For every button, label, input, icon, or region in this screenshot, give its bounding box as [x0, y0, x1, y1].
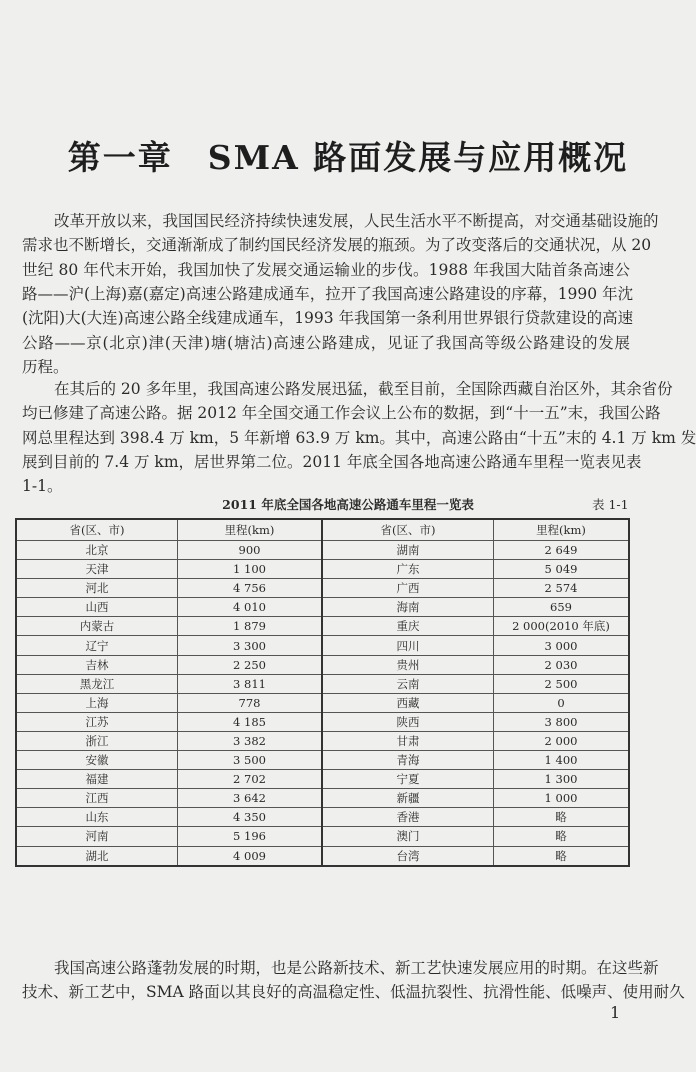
- province-cell: 湖北: [16, 846, 178, 866]
- header-mileage: 里程(km): [178, 519, 323, 541]
- text-line: (沈阳)大(大连)高速公路全线建成通车，1993 年我国第一条利用世界银行贷款建设的高速: [22, 309, 634, 328]
- text-line: 我国高速公路蓬勃发展的时期，也是公路新技术、新工艺快速发展应用的时期。在这些新: [54, 959, 659, 977]
- province-cell: 四川: [322, 636, 494, 655]
- mileage-cell: 4 010: [178, 598, 323, 617]
- province-cell: 湖南: [322, 541, 494, 560]
- table-header-row: [16, 519, 629, 541]
- province-cell: 青海: [322, 751, 494, 770]
- mileage-cell: 1 300: [494, 770, 630, 789]
- mileage-cell: 4 756: [178, 579, 323, 598]
- province-cell: 天津: [16, 560, 178, 579]
- province-cell: 香港: [322, 808, 494, 827]
- province-cell: 澳门: [322, 827, 494, 846]
- header-province: 省(区、市): [16, 519, 178, 541]
- mileage-cell: 4 185: [178, 712, 323, 731]
- table-row: [16, 541, 629, 560]
- mileage-cell: 4 009: [178, 846, 323, 866]
- text-line: 路——沪(上海)嘉(嘉定)高速公路建成通车，拉开了我国高速公路建设的序幕，1990 年沈: [22, 284, 634, 303]
- table-row: [16, 617, 629, 636]
- text-line: 需求也不断增长，交通渐渐成了制约国民经济发展的瓶颈。为了改变落后的交通状况，从 20: [22, 236, 652, 255]
- text-line: 均已修建了高速公路。据 2012 年全国交通工作会议上公布的数据，到“十一五”末，我国公路: [22, 404, 661, 423]
- province-cell: 云南: [322, 674, 494, 693]
- table-row: [16, 808, 629, 827]
- province-cell: 吉林: [16, 655, 178, 674]
- mileage-cell: 2 574: [494, 579, 630, 598]
- table-row: [16, 636, 629, 655]
- table-row: [16, 712, 629, 731]
- page-number: 1: [610, 1003, 621, 1022]
- text-line: 网总里程达到 398.4 万 km，5 年新增 63.9 万 km。其中，高速公路由“十五”末的 4.1 万 km 发: [22, 428, 696, 447]
- mileage-cell: 3 382: [178, 731, 323, 750]
- table-row: [16, 770, 629, 789]
- province-cell: 陕西: [322, 712, 494, 731]
- text-line: 展到目前的 7.4 万 km，居世界第二位。2011 年底全国各地高速公路通车里程一览表见表: [22, 452, 642, 471]
- mileage-cell: 778: [178, 693, 323, 712]
- mileage-cell: 3 800: [494, 712, 630, 731]
- province-cell: 台湾: [322, 846, 494, 866]
- mileage-cell: 659: [494, 598, 630, 617]
- table-row: [16, 846, 629, 866]
- province-cell: 新疆: [322, 789, 494, 808]
- mileage-cell: 4 350: [178, 808, 323, 827]
- province-cell: 内蒙古: [16, 617, 178, 636]
- mileage-cell: 5 196: [178, 827, 323, 846]
- province-cell: 安徽: [16, 751, 178, 770]
- province-cell: 河南: [16, 827, 178, 846]
- table-row: [16, 655, 629, 674]
- table-row: [16, 560, 629, 579]
- province-cell: 江西: [16, 789, 178, 808]
- province-cell: 贵州: [322, 655, 494, 674]
- province-cell: 海南: [322, 598, 494, 617]
- province-cell: 河北: [16, 579, 178, 598]
- mileage-cell: 2 000(2010 年底): [494, 617, 630, 636]
- province-cell: 甘肃: [322, 731, 494, 750]
- text-line: 历程。: [22, 357, 69, 376]
- mileage-cell: 略: [494, 827, 630, 846]
- mileage-cell: 2 030: [494, 655, 630, 674]
- mileage-cell: 2 702: [178, 770, 323, 789]
- text-line: 改革开放以来，我国国民经济持续快速发展，人民生活水平不断提高，对交通基础设施的: [54, 212, 659, 230]
- province-cell: 北京: [16, 541, 178, 560]
- province-cell: 广西: [322, 579, 494, 598]
- chapter-title: 第一章 SMA 路面发展与应用概况: [67, 138, 629, 177]
- table-row: [16, 827, 629, 846]
- expressway-mileage-table: [15, 518, 630, 867]
- table-number: 表 1-1: [592, 497, 629, 512]
- mileage-cell: 1 400: [494, 751, 630, 770]
- mileage-cell: 2 500: [494, 674, 630, 693]
- table-caption: 2011 年底全国各地高速公路通车里程一览表: [222, 497, 474, 512]
- mileage-cell: 略: [494, 808, 630, 827]
- mileage-cell: 3 500: [178, 751, 323, 770]
- mileage-cell: 5 049: [494, 560, 630, 579]
- mileage-cell: 3 000: [494, 636, 630, 655]
- mileage-cell: 2 250: [178, 655, 323, 674]
- province-cell: 重庆: [322, 617, 494, 636]
- mileage-cell: 1 879: [178, 617, 323, 636]
- table-row: [16, 598, 629, 617]
- mileage-cell: 1 100: [178, 560, 323, 579]
- province-cell: 宁夏: [322, 770, 494, 789]
- table-row: [16, 693, 629, 712]
- mileage-cell: 3 300: [178, 636, 323, 655]
- province-cell: 江苏: [16, 712, 178, 731]
- table-row: [16, 674, 629, 693]
- mileage-cell: 3 811: [178, 674, 323, 693]
- text-line: 世纪 80 年代末开始，我国加快了发展交通运输业的步伐。1988 年我国大陆首条高速公: [22, 260, 630, 279]
- province-cell: 山西: [16, 598, 178, 617]
- text-line: 1-1。: [22, 477, 63, 496]
- text-line: 在其后的 20 多年里，我国高速公路发展迅猛，截至目前，全国除西藏自治区外，其余省份: [54, 380, 673, 398]
- text-line: 技术、新工艺中，SMA 路面以其良好的高温稳定性、低温抗裂性、抗滑性能、低噪声、使用耐久: [22, 983, 685, 1002]
- mileage-cell: 3 642: [178, 789, 323, 808]
- province-cell: 上海: [16, 693, 178, 712]
- table-row: [16, 579, 629, 598]
- mileage-cell: 1 000: [494, 789, 630, 808]
- province-cell: 浙江: [16, 731, 178, 750]
- table-row: [16, 789, 629, 808]
- text-line: 公路——京(北京)津(天津)塘(塘沽)高速公路建成，见证了我国高等级公路建设的发展: [22, 333, 630, 352]
- mileage-cell: 0: [494, 693, 630, 712]
- province-cell: 西藏: [322, 693, 494, 712]
- province-cell: 辽宁: [16, 636, 178, 655]
- province-cell: 山东: [16, 808, 178, 827]
- table-row: [16, 751, 629, 770]
- mileage-cell: 2 649: [494, 541, 630, 560]
- province-cell: 福建: [16, 770, 178, 789]
- province-cell: 广东: [322, 560, 494, 579]
- table-row: [16, 731, 629, 750]
- mileage-cell: 2 000: [494, 731, 630, 750]
- mileage-cell: 略: [494, 846, 630, 866]
- header-mileage: 里程(km): [494, 519, 630, 541]
- header-province: 省(区、市): [322, 519, 494, 541]
- mileage-cell: 900: [178, 541, 323, 560]
- province-cell: 黑龙江: [16, 674, 178, 693]
